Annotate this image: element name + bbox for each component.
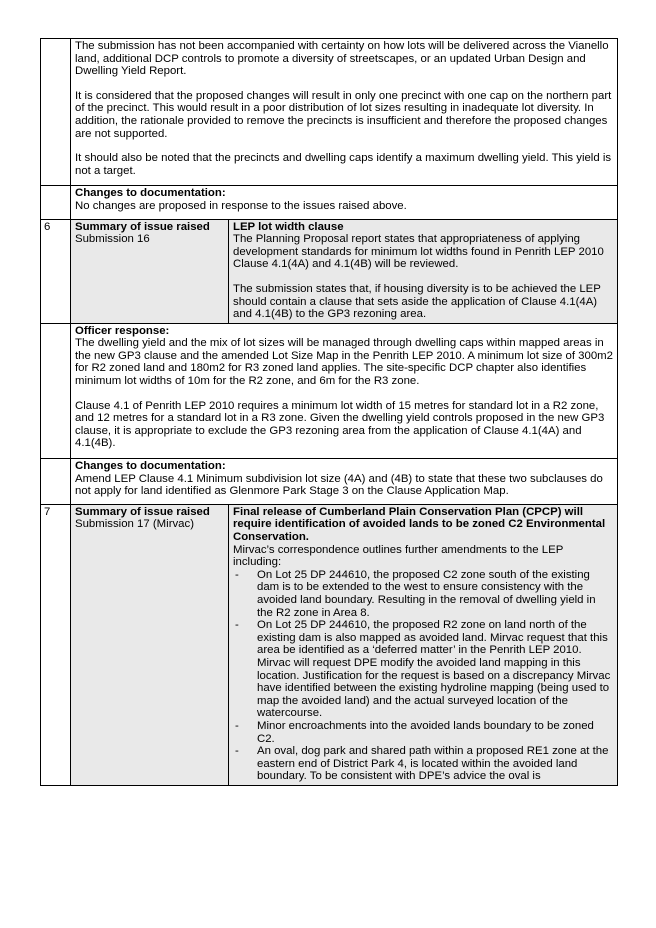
changes-cell — [71, 186, 618, 219]
paragraph: The Planning Proposal report states that appropriateness of applying development standards for minimum lot widths found in Penrith LEP 2010 Clause 4.1(4A) and 4.1(4B) will be reviewed. — [233, 233, 604, 271]
paragraph: Mirvac’s correspondence outlines further amendments to the LEP including: — [233, 543, 564, 569]
summary-cell — [71, 219, 229, 323]
changes-heading: Changes to documentation: — [75, 460, 226, 473]
list-item: - An oval, dog park and shared path within a proposed RE1 zone at the eastern end of District Park 4, is located within the avoided land boundary. To be consistent with DPE’s advice the oval is — [233, 745, 613, 783]
paragraph: The submission has not been accompanied with certainty on how lots will be delivered across the Vianello land, additional DCP controls to promote a diversity of streetscapes, or an updated Urban Design and Dwelling Yield Report. — [75, 40, 609, 78]
issue-title: Final release of Cumberland Plain Conservation Plan (CPCP) will require identification of avoided lands to be zoned C2 Environmental Conservation. — [233, 505, 606, 543]
response-cell — [71, 39, 618, 186]
table-row — [41, 186, 618, 219]
changes-text: No changes are proposed in response to the issues raised above. — [75, 199, 407, 212]
issue-title: LEP lot width clause — [233, 220, 344, 233]
summary-cell — [71, 504, 229, 785]
list-item: - On Lot 25 DP 244610, the proposed R2 zone on land north of the existing dam is also mapped as avoided land. Mirvac request that this area be identified as a ‘deferred matter’ in the Penrith LEP 2010. Mirvac will request DPE modify the avoided land mapping in this location. Justification for the request is based on a discrepancy Mirvac have identified between the existing hydroline mapping (being used to map the avoided land) and the actual surveyed location of the watercourse. — [233, 619, 613, 720]
issue-cell — [229, 219, 618, 323]
changes-heading: Changes to documentation: — [75, 187, 226, 200]
row-number: 7 — [41, 504, 71, 785]
list-item: - On Lot 25 DP 244610, the proposed C2 zone south of the existing dam is to be extended to the west to ensure consistency with the avoided land boundary. Resulting in the removal of dwelling yield in the R2 zone in Area 8. — [233, 569, 613, 619]
row-number-cell — [41, 39, 71, 186]
list-item: - Minor encroachments into the avoided lands boundary to be zoned C2. — [233, 720, 613, 745]
paragraph: Clause 4.1 of Penrith LEP 2010 requires a minimum lot width of 15 metres for standard lot in a R2 zone, and 12 metres for a standard lot in a R3 zone. Given the dwelling yield controls proposed in the new GP3 clause, it is appropriate to exclude the GP3 rezoning area from the application of Clause 4.1(4A) and 4.1(4B). — [75, 399, 605, 450]
table-row — [41, 459, 618, 505]
amendment-list — [233, 569, 613, 783]
table-row — [41, 323, 618, 458]
row-number: 6 — [41, 219, 71, 323]
paragraph: The submission states that, if housing diversity is to be achieved the LEP should contain a clause that sets aside the application of Clause 4.1(4A) and 4.1(4B) to the GP3 rezoning area. — [233, 282, 601, 321]
table-row — [41, 504, 618, 785]
document-page — [40, 38, 618, 786]
issue-cell — [229, 504, 618, 785]
paragraph: The dwelling yield and the mix of lot sizes will be managed through dwelling caps within mapped areas in the new GP3 clause and the amended Lot Size Map in the Penrith LEP 2010. A minimum lot size of 300m2 for R2 zoned land and 180m2 for R3 zoned land applies. The site-specific DCP chapter also identifies minimum lot widths of 10m for the R2 zone, and 6m for the R3 zone. — [75, 337, 614, 388]
submission-label: Submission 17 (Mirvac) — [75, 518, 195, 531]
summary-heading: Summary of issue raised — [75, 505, 210, 518]
changes-text: Amend LEP Clause 4.1 Minimum subdivision lot size (4A) and (4B) to state that these two subclauses do not apply for land identified as Glenmore Park Stage 3 on the Clause Application Map. — [75, 472, 603, 498]
submission-label: Submission 16 — [75, 233, 150, 246]
submissions-table — [40, 38, 618, 786]
officer-heading: Officer response: — [75, 324, 170, 337]
table-row — [41, 39, 618, 186]
table-row — [41, 219, 618, 323]
changes-cell — [71, 459, 618, 505]
paragraph: It is considered that the proposed changes will result in only one precinct with one cap on the northern part of the precinct. This would result in a poor distribution of lot sizes resulting in inadequate lot diversity. In addition, the rationale provided to remove the precincts is insufficient and therefore the proposed changes are not supported. — [75, 89, 612, 140]
officer-response-cell — [71, 323, 618, 458]
paragraph: It should also be noted that the precincts and dwelling caps identify a maximum dwelling yield. This yield is not a target. — [75, 152, 612, 177]
summary-heading: Summary of issue raised — [75, 220, 210, 233]
